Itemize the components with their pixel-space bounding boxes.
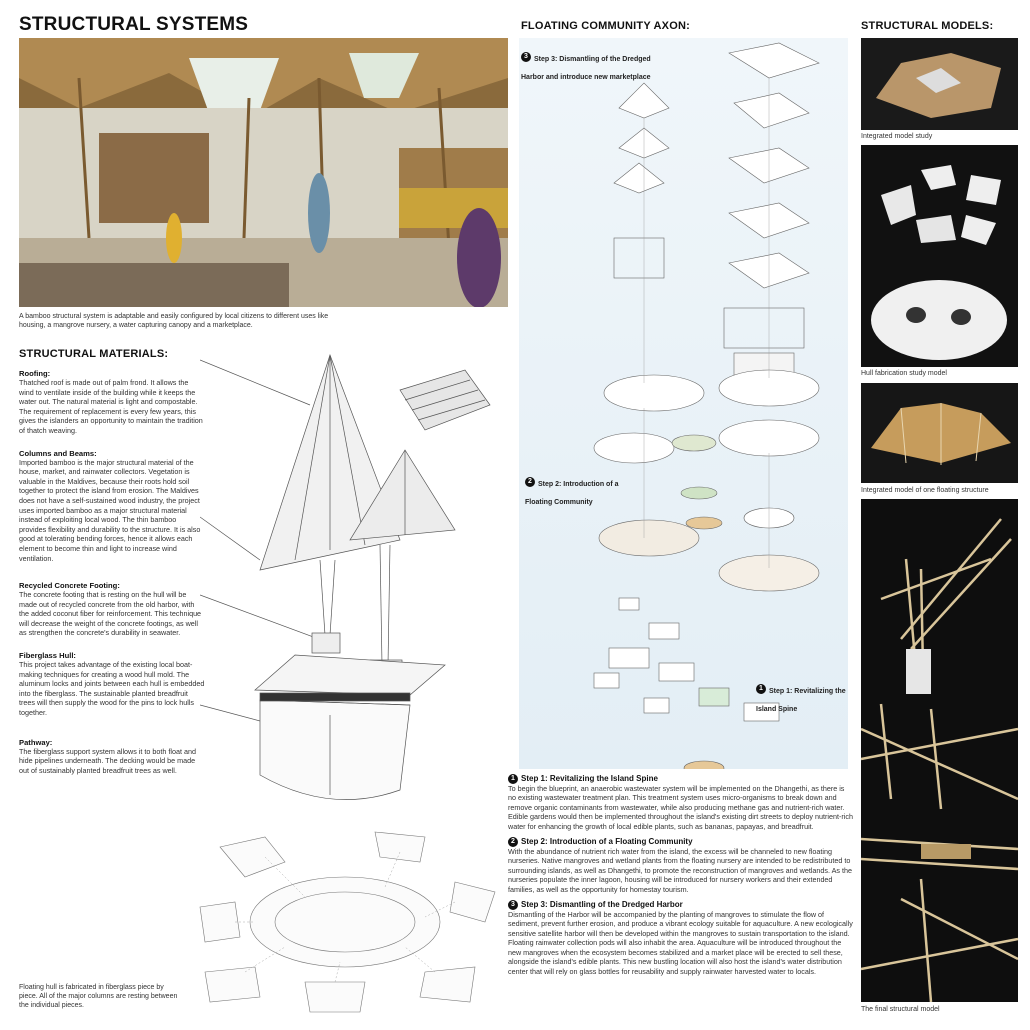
axon-label-text: Step 1: Revitalizing the Island Spine (756, 688, 846, 713)
hull-pieces-drawing (185, 822, 505, 1017)
model-caption: Integrated model of one floating structure (861, 487, 989, 494)
step-number-badge: 2 (508, 837, 518, 847)
model-photo-final-structural (861, 499, 1018, 1002)
step-number-badge: 2 (525, 477, 535, 487)
material-fiberglass-hull (19, 651, 205, 718)
model-photo-hull-fabrication (861, 145, 1018, 367)
material-heading: Columns and Beams: (19, 448, 97, 458)
structural-materials-title: STRUCTURAL MATERIALS: (19, 348, 169, 360)
material-columns-beams (19, 449, 205, 564)
steps-description (508, 774, 853, 976)
structure-exploded-drawing (200, 345, 505, 815)
axon-title: FLOATING COMMUNITY AXON: (521, 20, 690, 32)
axon-label-step2 (525, 473, 625, 509)
material-heading: Pathway: (19, 737, 53, 747)
step-2 (508, 837, 853, 894)
model-photo-floating-structure (861, 383, 1018, 483)
model-caption: Integrated model study (861, 133, 933, 140)
bamboo-market-render (19, 38, 508, 307)
axon-label-text: Step 2: Introduction of a Floating Community (525, 481, 619, 506)
material-pathway (19, 738, 205, 776)
structural-systems-title: STRUCTURAL SYSTEMS (19, 14, 249, 35)
step-number-badge: 3 (508, 900, 518, 910)
material-text: Thatched roof is made out of palm frond. It allows the wind to ventilate inside of the building while it keeps the water out. The natural material is light and compostable. The requirement of replacement is every few years, this gives the islanders an opportunity to maintain the tradition of thatch weaving. (19, 378, 203, 435)
material-heading: Recycled Concrete Footing: (19, 581, 120, 591)
step-text: With the abundance of nutrient rich water from the island, the excess will be channeled to new floating nurseries. Native mangroves and wetland plants from the floating nursery are intended to be redistributed to surrounding islands, as well as Dhangethi, to promote the reconstruction of mangroves and wetlands. As the nurseries populate the inner lagoon, housing will be introduced for nursery workers and their extended families, as well as the opportunity for homestay tourism. (508, 847, 852, 894)
material-heading: Roofing: (19, 369, 51, 378)
model-caption: Hull fabrication study model (861, 370, 947, 377)
models-title: STRUCTURAL MODELS: (861, 20, 994, 32)
step-text: Dismantling of the Harbor will be accompanied by the planting of mangroves to stimulate the flow of sediment, prevent further erosion, and produce a vibrant ecology suitable for aquaculture. A new ecologically sensitive satellite harbor will then be developed within the mangroves to sustain transportation to the island. Floating rainwater collection pods will also inhabit the area. Aquaculture will be introduced throughout the new mangroves when the ecosystem becomes stabilized and a market place will be erected to sell these, alongside the island's edible plants. This new bustling location will also host the island's water distribution center that will rely on glass bottles for reusability and supply rainwater harvested water to locals. (508, 910, 853, 976)
step-3 (508, 900, 853, 976)
material-text: Imported bamboo is the major structural material of the house, market, and rainwater collectors. Vegetation is valuable in the Maldives, because their roots hold soil together to protect the island from erosion. The Maldives does not have a self-sustained wood industry, the project uses imported bamboo as a major structural material instead of exploiting local wood. The thin bamboo provides flexibility and durability to the structure. It is also good at tolerating bending forces, hence it allows each element to become thin and light to increase wind ventilation. (19, 457, 201, 563)
materials-list (19, 369, 205, 775)
material-roofing (19, 369, 205, 436)
material-text: The fiberglass support system allows it to both float and hide pipelines underneath. The decking would be made out of sustainably planted breadfruit trees as well. (19, 746, 196, 775)
axon-label-step1 (756, 680, 846, 716)
step-number-badge: 1 (756, 684, 766, 694)
step-number-badge: 1 (508, 774, 518, 784)
material-heading: Fiberglass Hull: (19, 651, 76, 661)
step-heading: Step 2: Introduction of a Floating Community (521, 837, 693, 847)
model-caption: The final structural model (861, 1006, 940, 1013)
material-text: This project takes advantage of the existing local boat-making techniques for creating a wood hull mold. The aluminum locks and joints between each hull is embedded into the fiberglass. The sustainable planted breadfruit trees will then supply the wood for the pins to lock hulls together. (19, 660, 205, 718)
step-text: To begin the blueprint, an anaerobic wastewater system will be implemented on the Dhangethi, as there is no existing wastewater treatment plan. This treatment system uses micro-organisms to break down and remove organic contaminants from wastewater, while also producing methane gas and nutrient-rich water. Edible gardens would then be implemented throughout the island's existing dirt streets to deploy nutrient-rich water for enhancing the growth of local edible plants, such as bananas, papayas, and breadfruit. (508, 784, 853, 831)
model-photo-integrated-study (861, 38, 1018, 130)
floating-community-axon (519, 38, 848, 769)
hull-caption: Floating hull is fabricated in fiberglass piece by piece. All of the major columns are resting between the individual pieces. (19, 984, 178, 1009)
step-number-badge: 3 (521, 52, 531, 62)
material-text: The concrete footing that is resting on the hull will be made out of recycled concrete from the old harbor, with the added coconut fiber for reinforcement. This technique will decrease the weight of the concrete footings, as well as strengthen the concrete's durability in seawater. (19, 590, 202, 638)
market-render-caption: A bamboo structural system is adaptable and easily configured by local citizens to different uses like housing, a mangrove nursery, a water capturing canopy and a marketplace. (19, 313, 329, 329)
step-1 (508, 774, 853, 831)
material-concrete-footing (19, 581, 205, 638)
step-heading: Step 1: Revitalizing the Island Spine (521, 774, 658, 784)
axon-label-text: Step 3: Dismantling of the Dredged Harbor and introduce new marketplace (521, 56, 651, 81)
step-heading: Step 3: Dismantling of the Dredged Harbor (521, 900, 683, 910)
axon-label-step3 (521, 48, 651, 84)
